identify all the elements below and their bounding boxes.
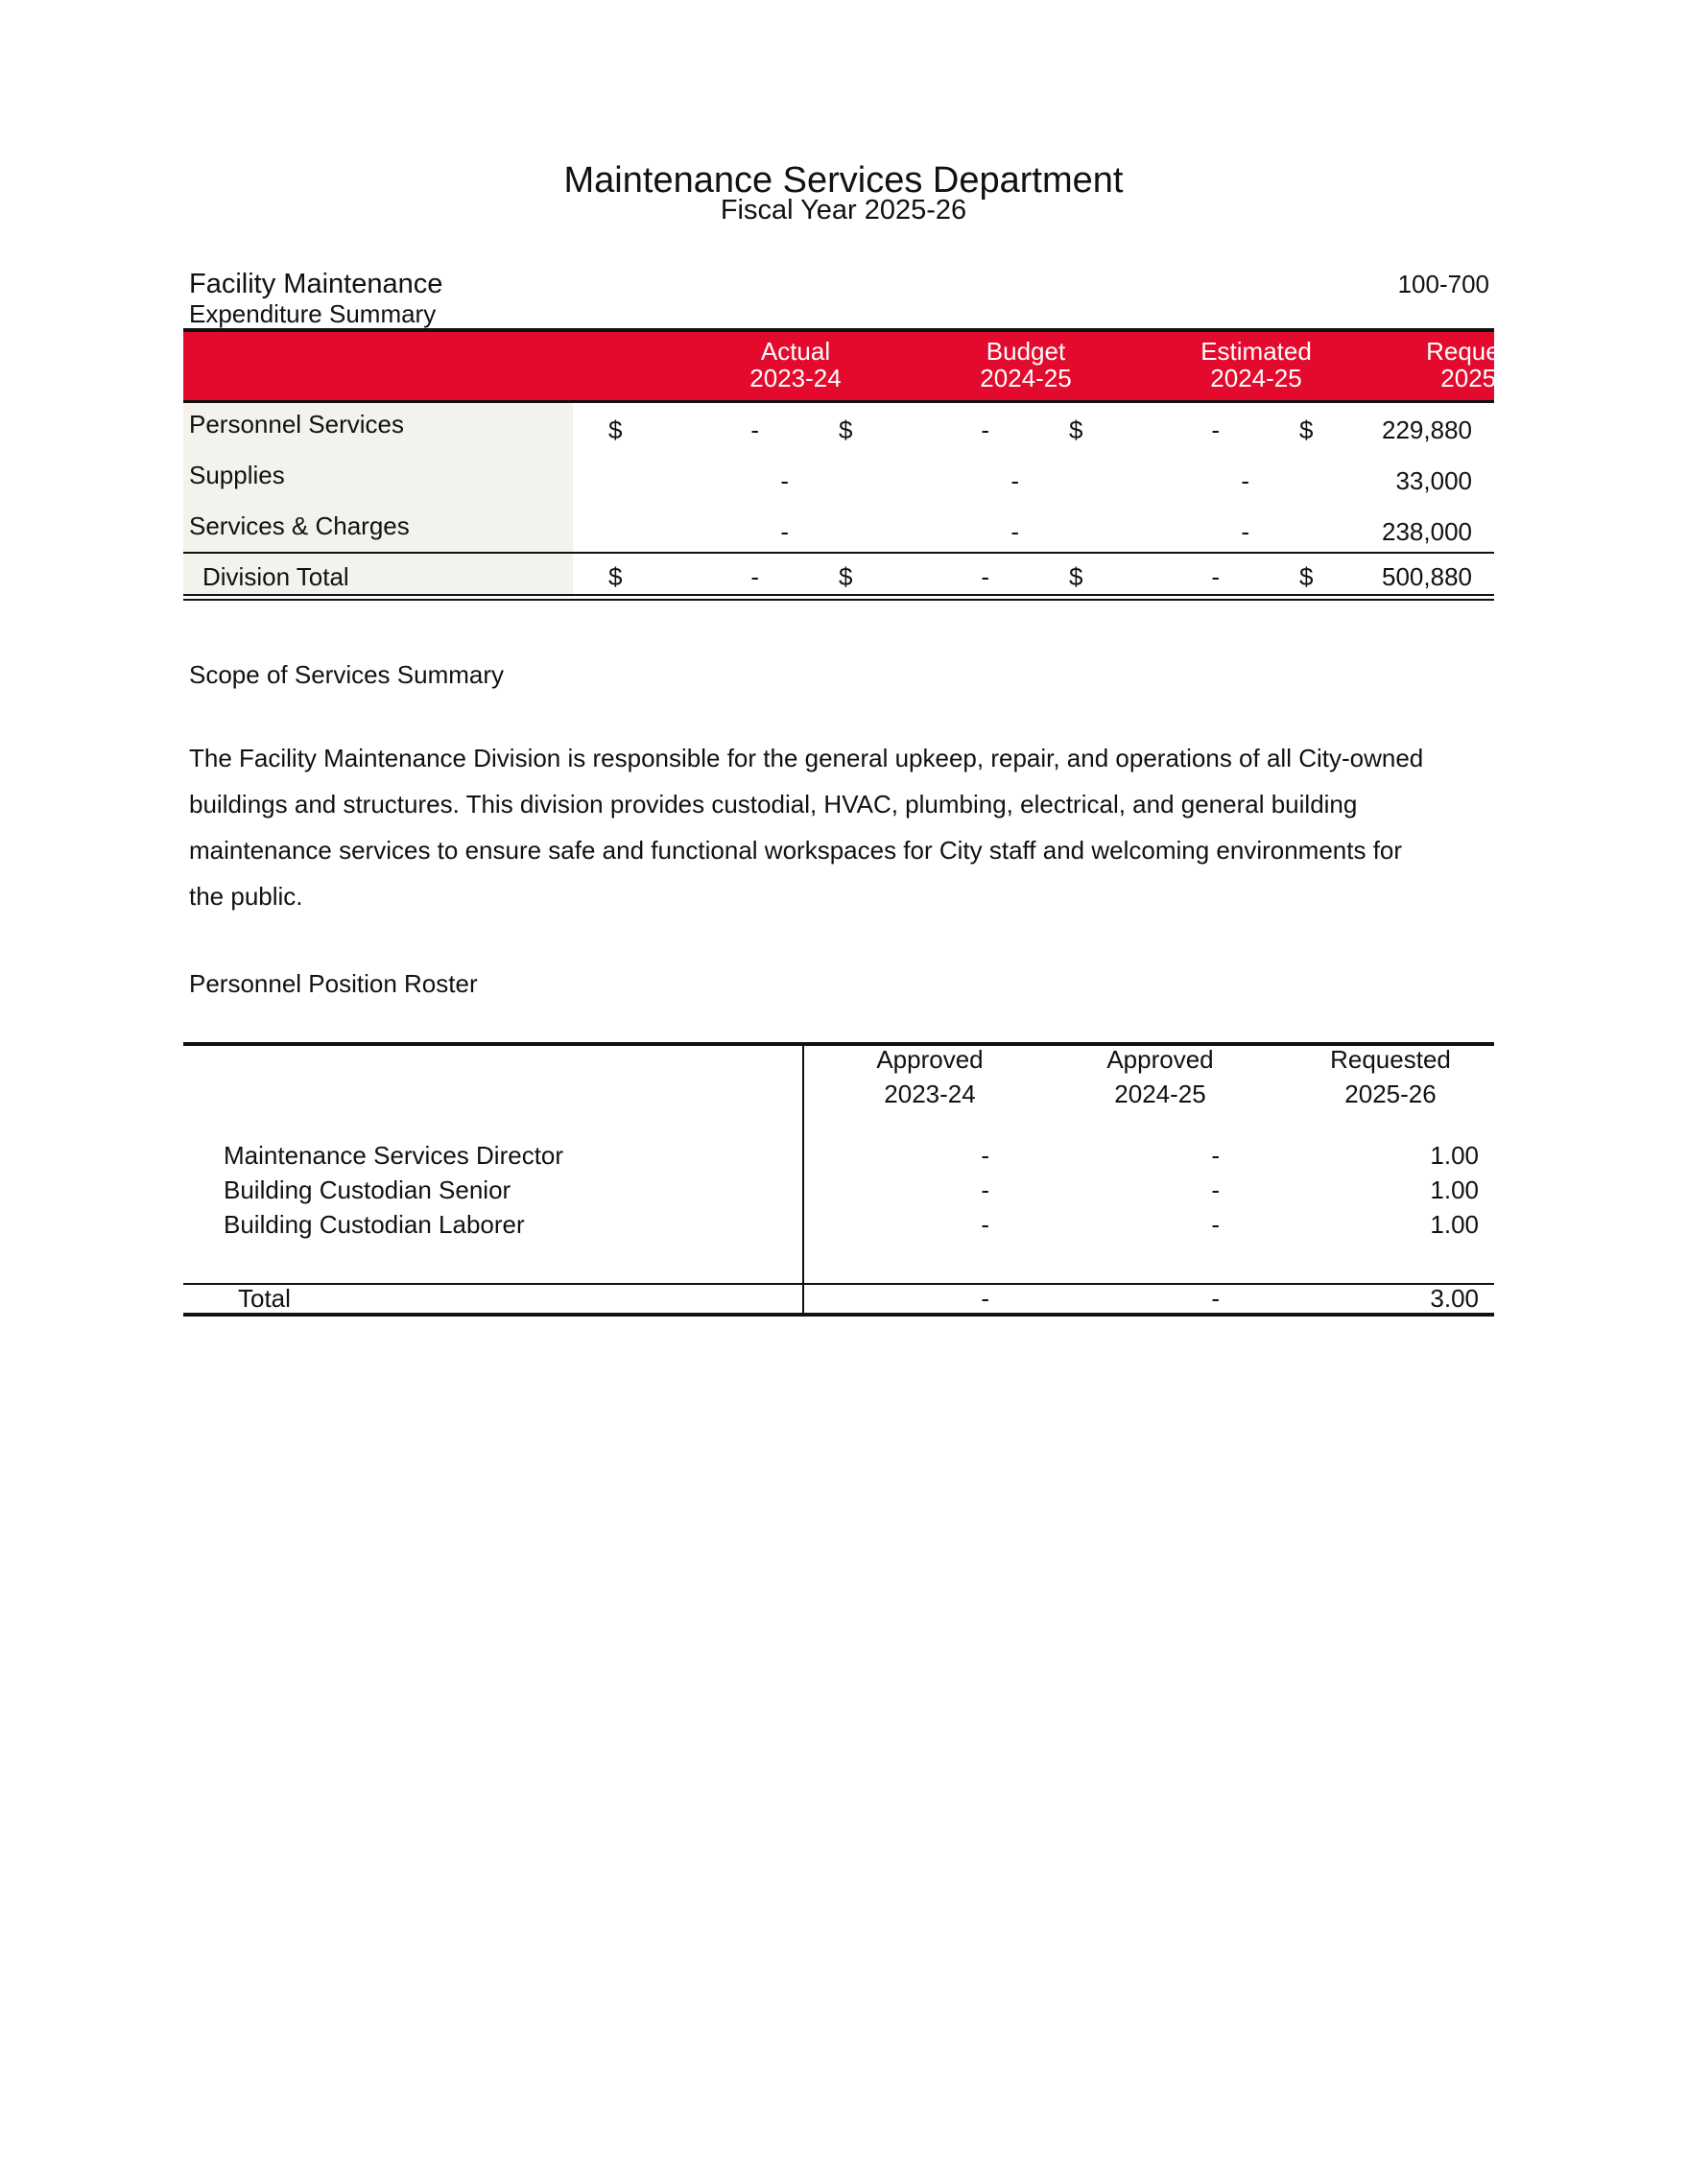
total-double-rule-lower [183, 599, 1494, 601]
scope-line: The Facility Maintenance Division is responsible for the general upkeep, repair, and operations of all City-owned [189, 744, 1424, 772]
roster-position: Building Custodian Laborer [224, 1210, 525, 1239]
table-header-rule [183, 400, 1494, 403]
roster-col-header-line1: Approved [1106, 1045, 1214, 1074]
cell-value: - [750, 415, 759, 444]
roster-value: 1.00 [1430, 1210, 1479, 1239]
currency-symbol: $ [1069, 562, 1083, 591]
scope-line: the public. [189, 882, 303, 911]
roster-position: Maintenance Services Director [224, 1141, 564, 1170]
scope-heading: Scope of Services Summary [189, 660, 505, 689]
cell-value: - [1211, 562, 1220, 591]
currency-symbol: $ [1069, 415, 1083, 444]
cell-value: 500,880 [1382, 562, 1472, 591]
cell-value: - [780, 466, 789, 495]
roster-value: - [981, 1210, 989, 1239]
col-header-line1: Actual [760, 337, 831, 366]
expenditure-summary-label: Expenditure Summary [189, 299, 437, 328]
row-label-division-total: Division Total [202, 562, 349, 591]
cell-value: - [1010, 466, 1019, 495]
roster-col-header [1064, 1042, 1256, 1111]
scope-paragraph [189, 735, 1504, 919]
col-header-line2: 2025-26 [1440, 364, 1533, 392]
col-header-line1: Estimated [1200, 337, 1312, 366]
cell-value: - [780, 517, 789, 546]
currency-symbol: $ [1299, 415, 1314, 444]
roster-col-header-line1: Requested [1330, 1045, 1451, 1074]
roster-col-header [834, 1042, 1026, 1111]
roster-value: 1.00 [1430, 1175, 1479, 1204]
col-header-requested [1390, 338, 1582, 392]
currency-symbol: $ [839, 415, 853, 444]
roster-total-value: - [981, 1284, 989, 1313]
cell-value: 33,000 [1395, 466, 1472, 495]
expenditure-table [183, 328, 1547, 603]
total-top-rule [183, 552, 1494, 554]
roster-value: - [1211, 1175, 1220, 1204]
roster-value: - [981, 1175, 989, 1204]
cell-value: - [1241, 517, 1249, 546]
row-label-services-charges: Services & Charges [189, 511, 410, 540]
roster-value: - [1211, 1210, 1220, 1239]
col-header-line1: Budget [986, 337, 1066, 366]
scope-line: buildings and structures. This division provides custodial, HVAC, plumbing, electrical, and general building [189, 790, 1358, 819]
roster-total-label: Total [238, 1284, 291, 1313]
cell-value: 229,880 [1382, 415, 1472, 444]
roster-value: 1.00 [1430, 1141, 1479, 1170]
roster-position: Building Custodian Senior [224, 1175, 511, 1204]
col-header-line2: 2024-25 [1210, 364, 1302, 392]
row-label-supplies: Supplies [189, 461, 285, 489]
scope-line: maintenance services to ensure safe and functional workspaces for City staff and welcoming environments for [189, 836, 1403, 865]
currency-symbol: $ [608, 415, 623, 444]
cell-value: - [1010, 517, 1019, 546]
currency-symbol: $ [1299, 562, 1314, 591]
roster-total-value: - [1211, 1284, 1220, 1313]
total-double-rule-upper [183, 594, 1494, 596]
roster-divider [802, 1042, 804, 1316]
roster-col-header-line2: 2023-24 [884, 1080, 976, 1108]
roster-col-header-line1: Approved [876, 1045, 984, 1074]
cell-value: 238,000 [1382, 517, 1472, 546]
col-header-estimated [1160, 338, 1352, 392]
col-header-budget [930, 338, 1122, 392]
roster-value: - [981, 1141, 989, 1170]
currency-symbol: $ [839, 562, 853, 591]
col-header-line1: Requested [1426, 337, 1547, 366]
roster-bottom-rule [183, 1313, 1494, 1317]
cell-value: - [981, 562, 989, 591]
cell-value: - [1241, 466, 1249, 495]
page-title: Maintenance Services Department [563, 160, 1124, 201]
roster-col-header [1295, 1042, 1486, 1111]
roster-col-header-line2: 2025-26 [1344, 1080, 1437, 1108]
roster-col-header-line2: 2024-25 [1114, 1080, 1206, 1108]
roster-heading: Personnel Position Roster [189, 969, 478, 998]
currency-symbol: $ [608, 562, 623, 591]
division-name: Facility Maintenance [189, 269, 443, 299]
cell-value: - [981, 415, 989, 444]
col-header-line2: 2023-24 [749, 364, 842, 392]
cell-value: - [1211, 415, 1220, 444]
roster-total-value: 3.00 [1430, 1284, 1479, 1313]
col-header-line2: 2024-25 [980, 364, 1072, 392]
page-subtitle: Fiscal Year 2025-26 [720, 195, 967, 226]
roster-value: - [1211, 1141, 1220, 1170]
cell-value: - [750, 562, 759, 591]
division-code: 100-700 [1397, 270, 1489, 298]
col-header-actual [700, 338, 891, 392]
row-label-personnel-services: Personnel Services [189, 410, 404, 439]
